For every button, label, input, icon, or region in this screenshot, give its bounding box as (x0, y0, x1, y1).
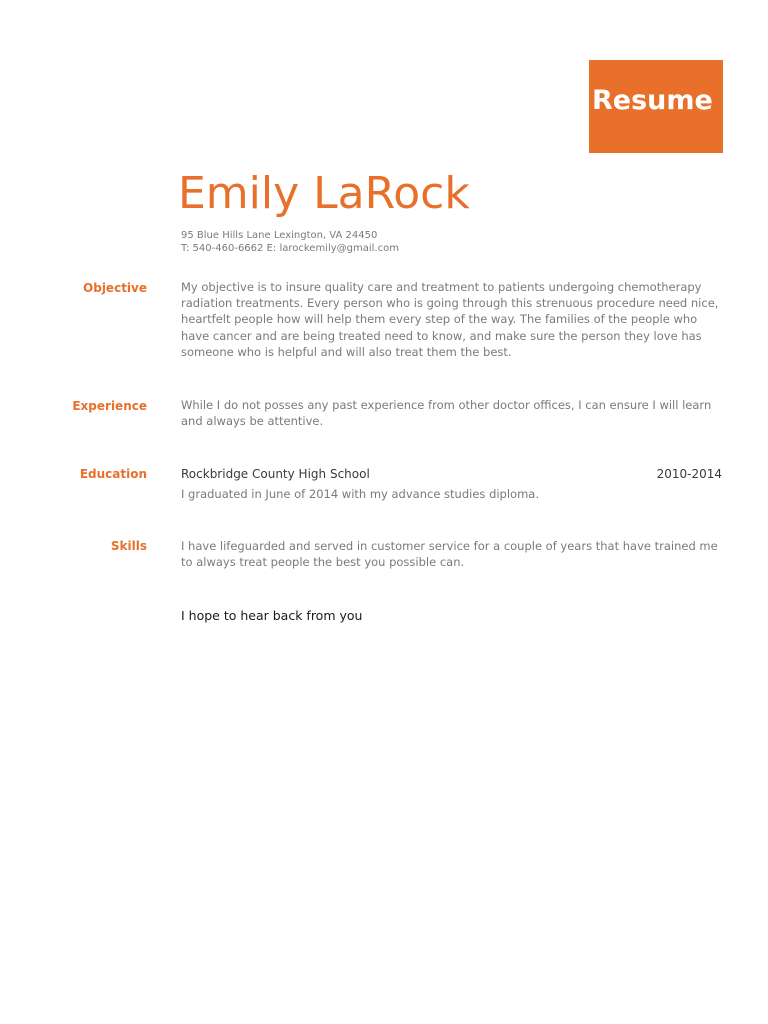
skills-label: Skills (110, 539, 147, 553)
education-school: Rockbridge County High School (181, 467, 370, 481)
objective-label: Objective (83, 281, 147, 295)
experience-text: While I do not posses any past experience from other doctor offices, I can ensure I will learn and always be attentive. (181, 398, 712, 429)
education-dates: 2010-2014 (656, 467, 722, 481)
resume-badge (589, 60, 723, 153)
resume-badge-text: Resume (592, 85, 713, 116)
contact-block (181, 229, 399, 255)
candidate-name: Emily LaRock (178, 168, 470, 219)
education-text: I graduated in June of 2014 with my advance studies diploma. (181, 487, 539, 501)
address-line: 95 Blue Hills Lane Lexington, VA 24450 (181, 230, 378, 241)
objective-text: My objective is to insure quality care and treatment to patients undergoing chemotherapy radiation treatments. Every person who is going through this strenuous procedure need nice, heartfelt people how will help them every step of the way. The families of the people who have cancer and are being treated need to know, and make sure the person they love has someone who is helpful and will also treat them the best. (181, 280, 719, 359)
education-label: Education (79, 467, 147, 481)
experience-label: Experience (72, 399, 147, 413)
skills-text: I have lifeguarded and served in customer service for a couple of years that have trained me to always treat people the best you possible can. (181, 539, 718, 570)
closing-line: I hope to hear back from you (181, 608, 363, 623)
phone-email-line: T: 540-460-6662 E: larockemily@gmail.com (181, 243, 399, 254)
